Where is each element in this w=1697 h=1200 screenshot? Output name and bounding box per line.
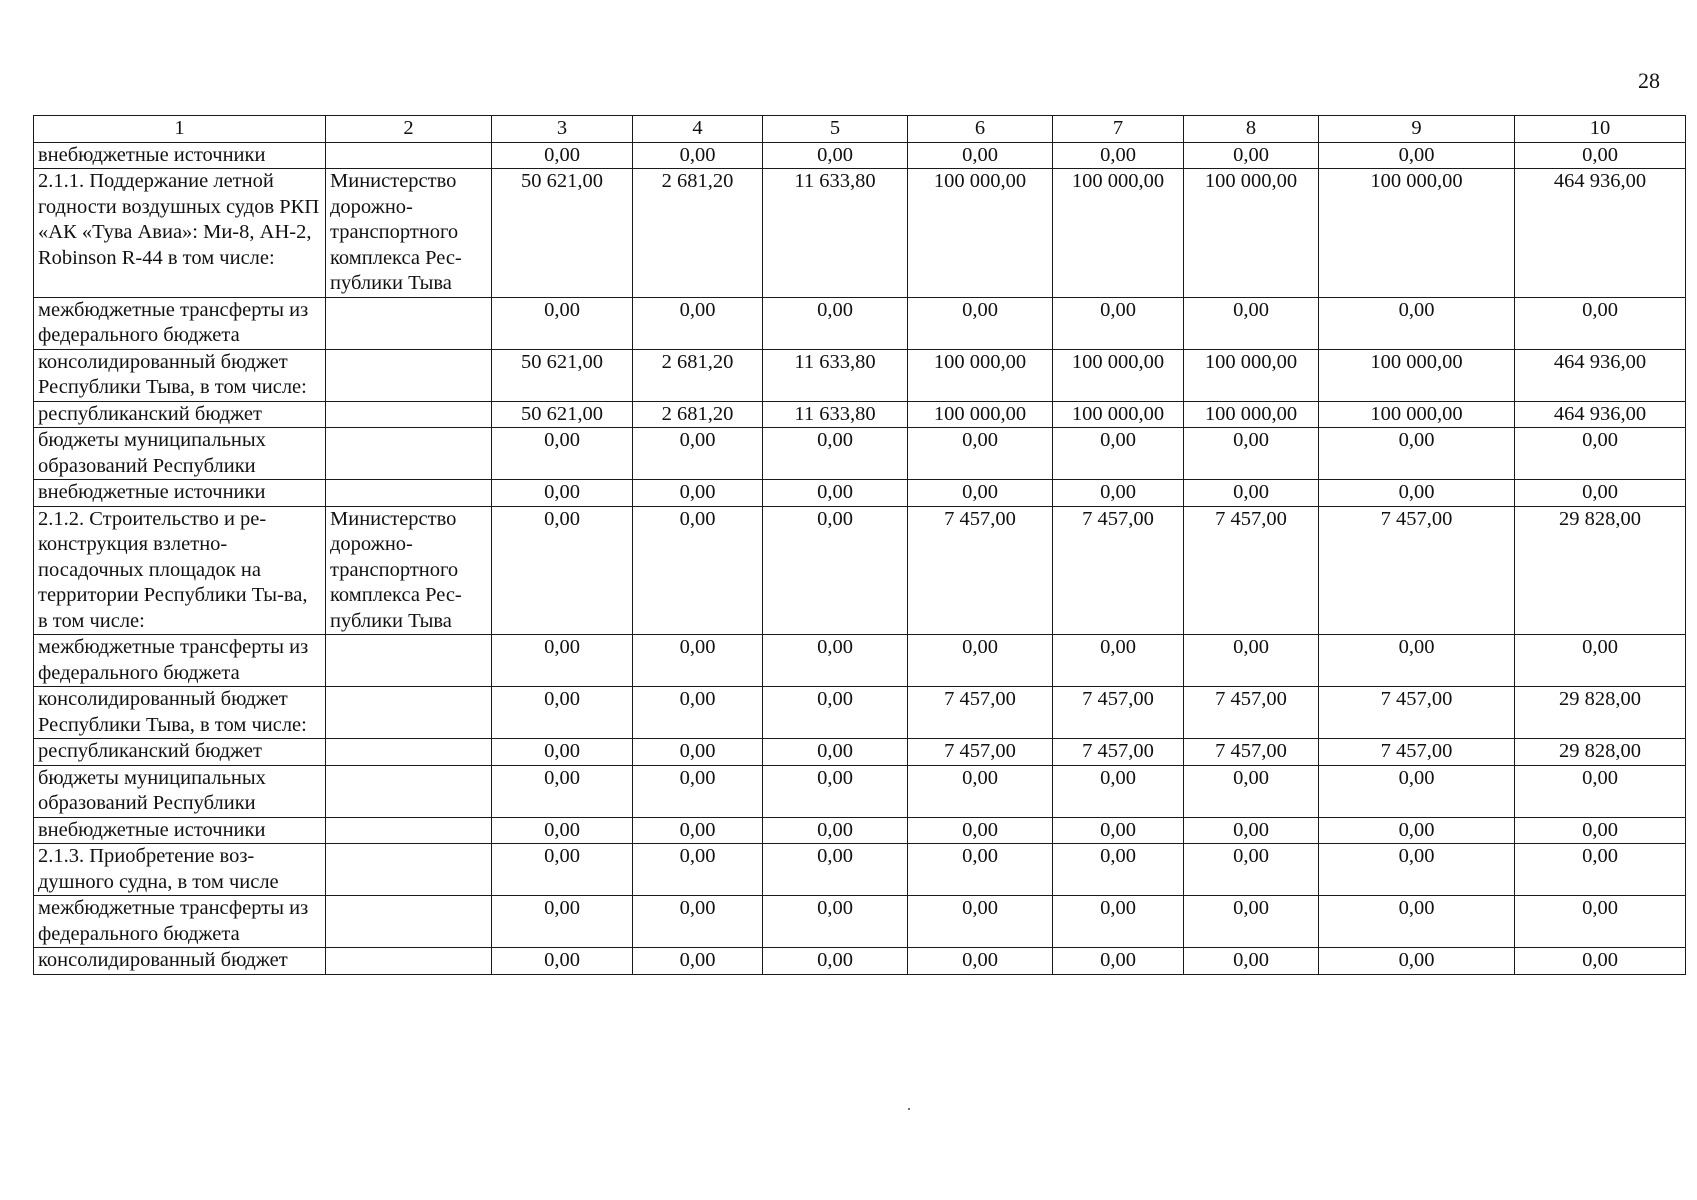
amount-cell: 100 000,00 — [1184, 401, 1319, 428]
amount-cell: 7 457,00 — [1319, 739, 1515, 766]
row-label: бюджеты муниципальных образований Республики — [34, 428, 326, 480]
amount-cell: 0,00 — [1319, 765, 1515, 817]
row-label: внебюджетные источники — [34, 480, 326, 507]
amount-cell: 0,00 — [1515, 817, 1686, 844]
row-label: консолидированный бюджет Республики Тыва, в том числе: — [34, 349, 326, 401]
amount-cell: 0,00 — [908, 480, 1053, 507]
amount-cell: 0,00 — [1053, 948, 1184, 975]
responsible-executor — [326, 480, 492, 507]
table-row — [34, 896, 1686, 948]
table-row — [34, 739, 1686, 766]
amount-cell: 100 000,00 — [1184, 349, 1319, 401]
amount-cell: 0,00 — [633, 480, 763, 507]
amount-cell: 2 681,20 — [633, 401, 763, 428]
amount-cell: 0,00 — [492, 948, 633, 975]
row-label: внебюджетные источники — [34, 817, 326, 844]
amount-cell: 7 457,00 — [908, 506, 1053, 635]
column-header: 1 — [34, 116, 326, 143]
amount-cell: 0,00 — [492, 844, 633, 896]
amount-cell: 11 633,80 — [763, 349, 908, 401]
row-label: консолидированный бюджет Республики Тыва, в том числе: — [34, 687, 326, 739]
amount-cell: 0,00 — [763, 687, 908, 739]
responsible-executor — [326, 428, 492, 480]
amount-cell: 7 457,00 — [908, 687, 1053, 739]
table-body — [34, 142, 1686, 974]
amount-cell: 29 828,00 — [1515, 506, 1686, 635]
amount-cell: 50 621,00 — [492, 169, 633, 298]
amount-cell: 100 000,00 — [1184, 169, 1319, 298]
column-header: 7 — [1053, 116, 1184, 143]
responsible-executor — [326, 142, 492, 169]
row-label: межбюджетные трансферты из федерального бюджета — [34, 635, 326, 687]
amount-cell: 7 457,00 — [1319, 506, 1515, 635]
responsible-executor — [326, 817, 492, 844]
amount-cell: 0,00 — [633, 635, 763, 687]
responsible-executor — [326, 297, 492, 349]
amount-cell: 0,00 — [763, 844, 908, 896]
amount-cell: 0,00 — [633, 142, 763, 169]
amount-cell: 0,00 — [908, 896, 1053, 948]
amount-cell: 0,00 — [908, 297, 1053, 349]
amount-cell: 100 000,00 — [908, 169, 1053, 298]
amount-cell: 0,00 — [492, 480, 633, 507]
responsible-executor — [326, 948, 492, 975]
scan-speck — [908, 1108, 910, 1110]
amount-cell: 0,00 — [1053, 635, 1184, 687]
column-header: 3 — [492, 116, 633, 143]
amount-cell: 464 936,00 — [1515, 169, 1686, 298]
responsible-executor — [326, 844, 492, 896]
amount-cell: 0,00 — [1184, 844, 1319, 896]
amount-cell: 11 633,80 — [763, 169, 908, 298]
column-header: 9 — [1319, 116, 1515, 143]
amount-cell: 0,00 — [1184, 765, 1319, 817]
row-label: республиканский бюджет — [34, 739, 326, 766]
amount-cell: 0,00 — [908, 948, 1053, 975]
row-label: 2.1.1. Поддержание летной годности воздушных судов РКП «АК «Тува Авиа»: Ми-8, АН-2, Robinson R-44 в том числе: — [34, 169, 326, 298]
amount-cell: 100 000,00 — [1053, 349, 1184, 401]
amount-cell: 0,00 — [763, 428, 908, 480]
amount-cell: 0,00 — [1319, 817, 1515, 844]
amount-cell: 0,00 — [492, 896, 633, 948]
amount-cell: 0,00 — [1319, 142, 1515, 169]
amount-cell: 100 000,00 — [1319, 349, 1515, 401]
amount-cell: 0,00 — [1319, 297, 1515, 349]
table-row — [34, 349, 1686, 401]
amount-cell: 0,00 — [1184, 635, 1319, 687]
amount-cell: 0,00 — [1053, 844, 1184, 896]
amount-cell: 0,00 — [1053, 896, 1184, 948]
responsible-executor — [326, 687, 492, 739]
column-header: 4 — [633, 116, 763, 143]
amount-cell: 100 000,00 — [908, 349, 1053, 401]
table-row — [34, 765, 1686, 817]
header-row — [34, 116, 1686, 143]
amount-cell: 7 457,00 — [1184, 506, 1319, 635]
amount-cell: 0,00 — [1053, 297, 1184, 349]
table-row — [34, 635, 1686, 687]
amount-cell: 0,00 — [1184, 142, 1319, 169]
amount-cell: 0,00 — [633, 844, 763, 896]
responsible-executor — [326, 349, 492, 401]
amount-cell: 0,00 — [633, 506, 763, 635]
amount-cell: 0,00 — [633, 297, 763, 349]
amount-cell: 0,00 — [1319, 844, 1515, 896]
amount-cell: 0,00 — [492, 142, 633, 169]
row-label: консолидированный бюджет — [34, 948, 326, 975]
amount-cell: 100 000,00 — [1319, 169, 1515, 298]
amount-cell: 7 457,00 — [1053, 506, 1184, 635]
responsible-executor — [326, 765, 492, 817]
page-number: 28 — [1638, 68, 1660, 93]
amount-cell: 0,00 — [1184, 948, 1319, 975]
table-row — [34, 948, 1686, 975]
amount-cell: 29 828,00 — [1515, 687, 1686, 739]
amount-cell: 0,00 — [492, 635, 633, 687]
amount-cell: 11 633,80 — [763, 401, 908, 428]
amount-cell: 0,00 — [1319, 948, 1515, 975]
amount-cell: 0,00 — [763, 142, 908, 169]
table-row — [34, 844, 1686, 896]
amount-cell: 0,00 — [763, 297, 908, 349]
amount-cell: 0,00 — [763, 739, 908, 766]
table-row — [34, 687, 1686, 739]
responsible-executor: Министерство дорожно-транспортного комплекса Рес-публики Тыва — [326, 506, 492, 635]
amount-cell: 7 457,00 — [908, 739, 1053, 766]
amount-cell: 29 828,00 — [1515, 739, 1686, 766]
amount-cell: 2 681,20 — [633, 169, 763, 298]
amount-cell: 0,00 — [633, 817, 763, 844]
table-row — [34, 480, 1686, 507]
amount-cell: 0,00 — [1515, 635, 1686, 687]
table-row — [34, 297, 1686, 349]
amount-cell: 0,00 — [908, 142, 1053, 169]
amount-cell: 0,00 — [1515, 948, 1686, 975]
table-row — [34, 142, 1686, 169]
amount-cell: 100 000,00 — [908, 401, 1053, 428]
amount-cell: 0,00 — [763, 635, 908, 687]
row-label: 2.1.3. Приобретение воз-душного судна, в том числе — [34, 844, 326, 896]
amount-cell: 0,00 — [908, 765, 1053, 817]
amount-cell: 0,00 — [492, 687, 633, 739]
column-header: 6 — [908, 116, 1053, 143]
amount-cell: 0,00 — [492, 506, 633, 635]
amount-cell: 0,00 — [1053, 142, 1184, 169]
amount-cell: 7 457,00 — [1184, 739, 1319, 766]
amount-cell: 0,00 — [763, 480, 908, 507]
amount-cell: 0,00 — [492, 739, 633, 766]
table-row — [34, 817, 1686, 844]
amount-cell: 0,00 — [1053, 765, 1184, 817]
table-row — [34, 506, 1686, 635]
table-row — [34, 401, 1686, 428]
responsible-executor — [326, 635, 492, 687]
amount-cell: 0,00 — [763, 948, 908, 975]
row-label: 2.1.2. Строительство и ре-конструкция взлетно-посадочных площадок на территории Республики Ты-ва, в том числе: — [34, 506, 326, 635]
amount-cell: 0,00 — [1184, 428, 1319, 480]
amount-cell: 0,00 — [763, 896, 908, 948]
amount-cell: 100 000,00 — [1053, 401, 1184, 428]
amount-cell: 50 621,00 — [492, 401, 633, 428]
row-label: межбюджетные трансферты из федерального бюджета — [34, 896, 326, 948]
column-header: 5 — [763, 116, 908, 143]
row-label: межбюджетные трансферты из федерального бюджета — [34, 297, 326, 349]
amount-cell: 0,00 — [633, 948, 763, 975]
amount-cell: 0,00 — [492, 428, 633, 480]
table-row — [34, 169, 1686, 298]
amount-cell: 2 681,20 — [633, 349, 763, 401]
responsible-executor — [326, 401, 492, 428]
column-header: 10 — [1515, 116, 1686, 143]
amount-cell: 7 457,00 — [1319, 687, 1515, 739]
amount-cell: 0,00 — [1515, 480, 1686, 507]
amount-cell: 0,00 — [1515, 297, 1686, 349]
amount-cell: 7 457,00 — [1184, 687, 1319, 739]
amount-cell: 0,00 — [633, 765, 763, 817]
column-header: 8 — [1184, 116, 1319, 143]
amount-cell: 0,00 — [908, 428, 1053, 480]
responsible-executor: Министерство дорожно-транспортного комплекса Рес-публики Тыва — [326, 169, 492, 298]
row-label: бюджеты муниципальных образований Республики — [34, 765, 326, 817]
amount-cell: 0,00 — [1319, 896, 1515, 948]
amount-cell: 0,00 — [908, 635, 1053, 687]
amount-cell: 0,00 — [633, 896, 763, 948]
amount-cell: 0,00 — [1184, 297, 1319, 349]
amount-cell: 0,00 — [1184, 480, 1319, 507]
amount-cell: 0,00 — [1515, 765, 1686, 817]
amount-cell: 0,00 — [1515, 844, 1686, 896]
amount-cell: 50 621,00 — [492, 349, 633, 401]
amount-cell: 0,00 — [1053, 817, 1184, 844]
responsible-executor — [326, 739, 492, 766]
amount-cell: 0,00 — [908, 817, 1053, 844]
row-label: внебюджетные источники — [34, 142, 326, 169]
amount-cell: 0,00 — [1515, 428, 1686, 480]
amount-cell: 0,00 — [492, 297, 633, 349]
amount-cell: 0,00 — [633, 428, 763, 480]
row-label: республиканский бюджет — [34, 401, 326, 428]
amount-cell: 0,00 — [908, 844, 1053, 896]
amount-cell: 464 936,00 — [1515, 401, 1686, 428]
amount-cell: 0,00 — [763, 765, 908, 817]
amount-cell: 0,00 — [1184, 896, 1319, 948]
amount-cell: 0,00 — [1319, 635, 1515, 687]
amount-cell: 0,00 — [1515, 896, 1686, 948]
amount-cell: 0,00 — [492, 817, 633, 844]
amount-cell: 0,00 — [763, 506, 908, 635]
amount-cell: 0,00 — [633, 739, 763, 766]
amount-cell: 464 936,00 — [1515, 349, 1686, 401]
amount-cell: 100 000,00 — [1053, 169, 1184, 298]
amount-cell: 7 457,00 — [1053, 739, 1184, 766]
responsible-executor — [326, 896, 492, 948]
amount-cell: 0,00 — [1184, 817, 1319, 844]
amount-cell: 100 000,00 — [1319, 401, 1515, 428]
amount-cell: 0,00 — [1515, 142, 1686, 169]
amount-cell: 0,00 — [1053, 428, 1184, 480]
column-header: 2 — [326, 116, 492, 143]
amount-cell: 7 457,00 — [1053, 687, 1184, 739]
amount-cell: 0,00 — [1053, 480, 1184, 507]
amount-cell: 0,00 — [763, 817, 908, 844]
amount-cell: 0,00 — [1319, 428, 1515, 480]
budget-table — [33, 115, 1686, 975]
amount-cell: 0,00 — [1319, 480, 1515, 507]
amount-cell: 0,00 — [492, 765, 633, 817]
table-row — [34, 428, 1686, 480]
amount-cell: 0,00 — [633, 687, 763, 739]
